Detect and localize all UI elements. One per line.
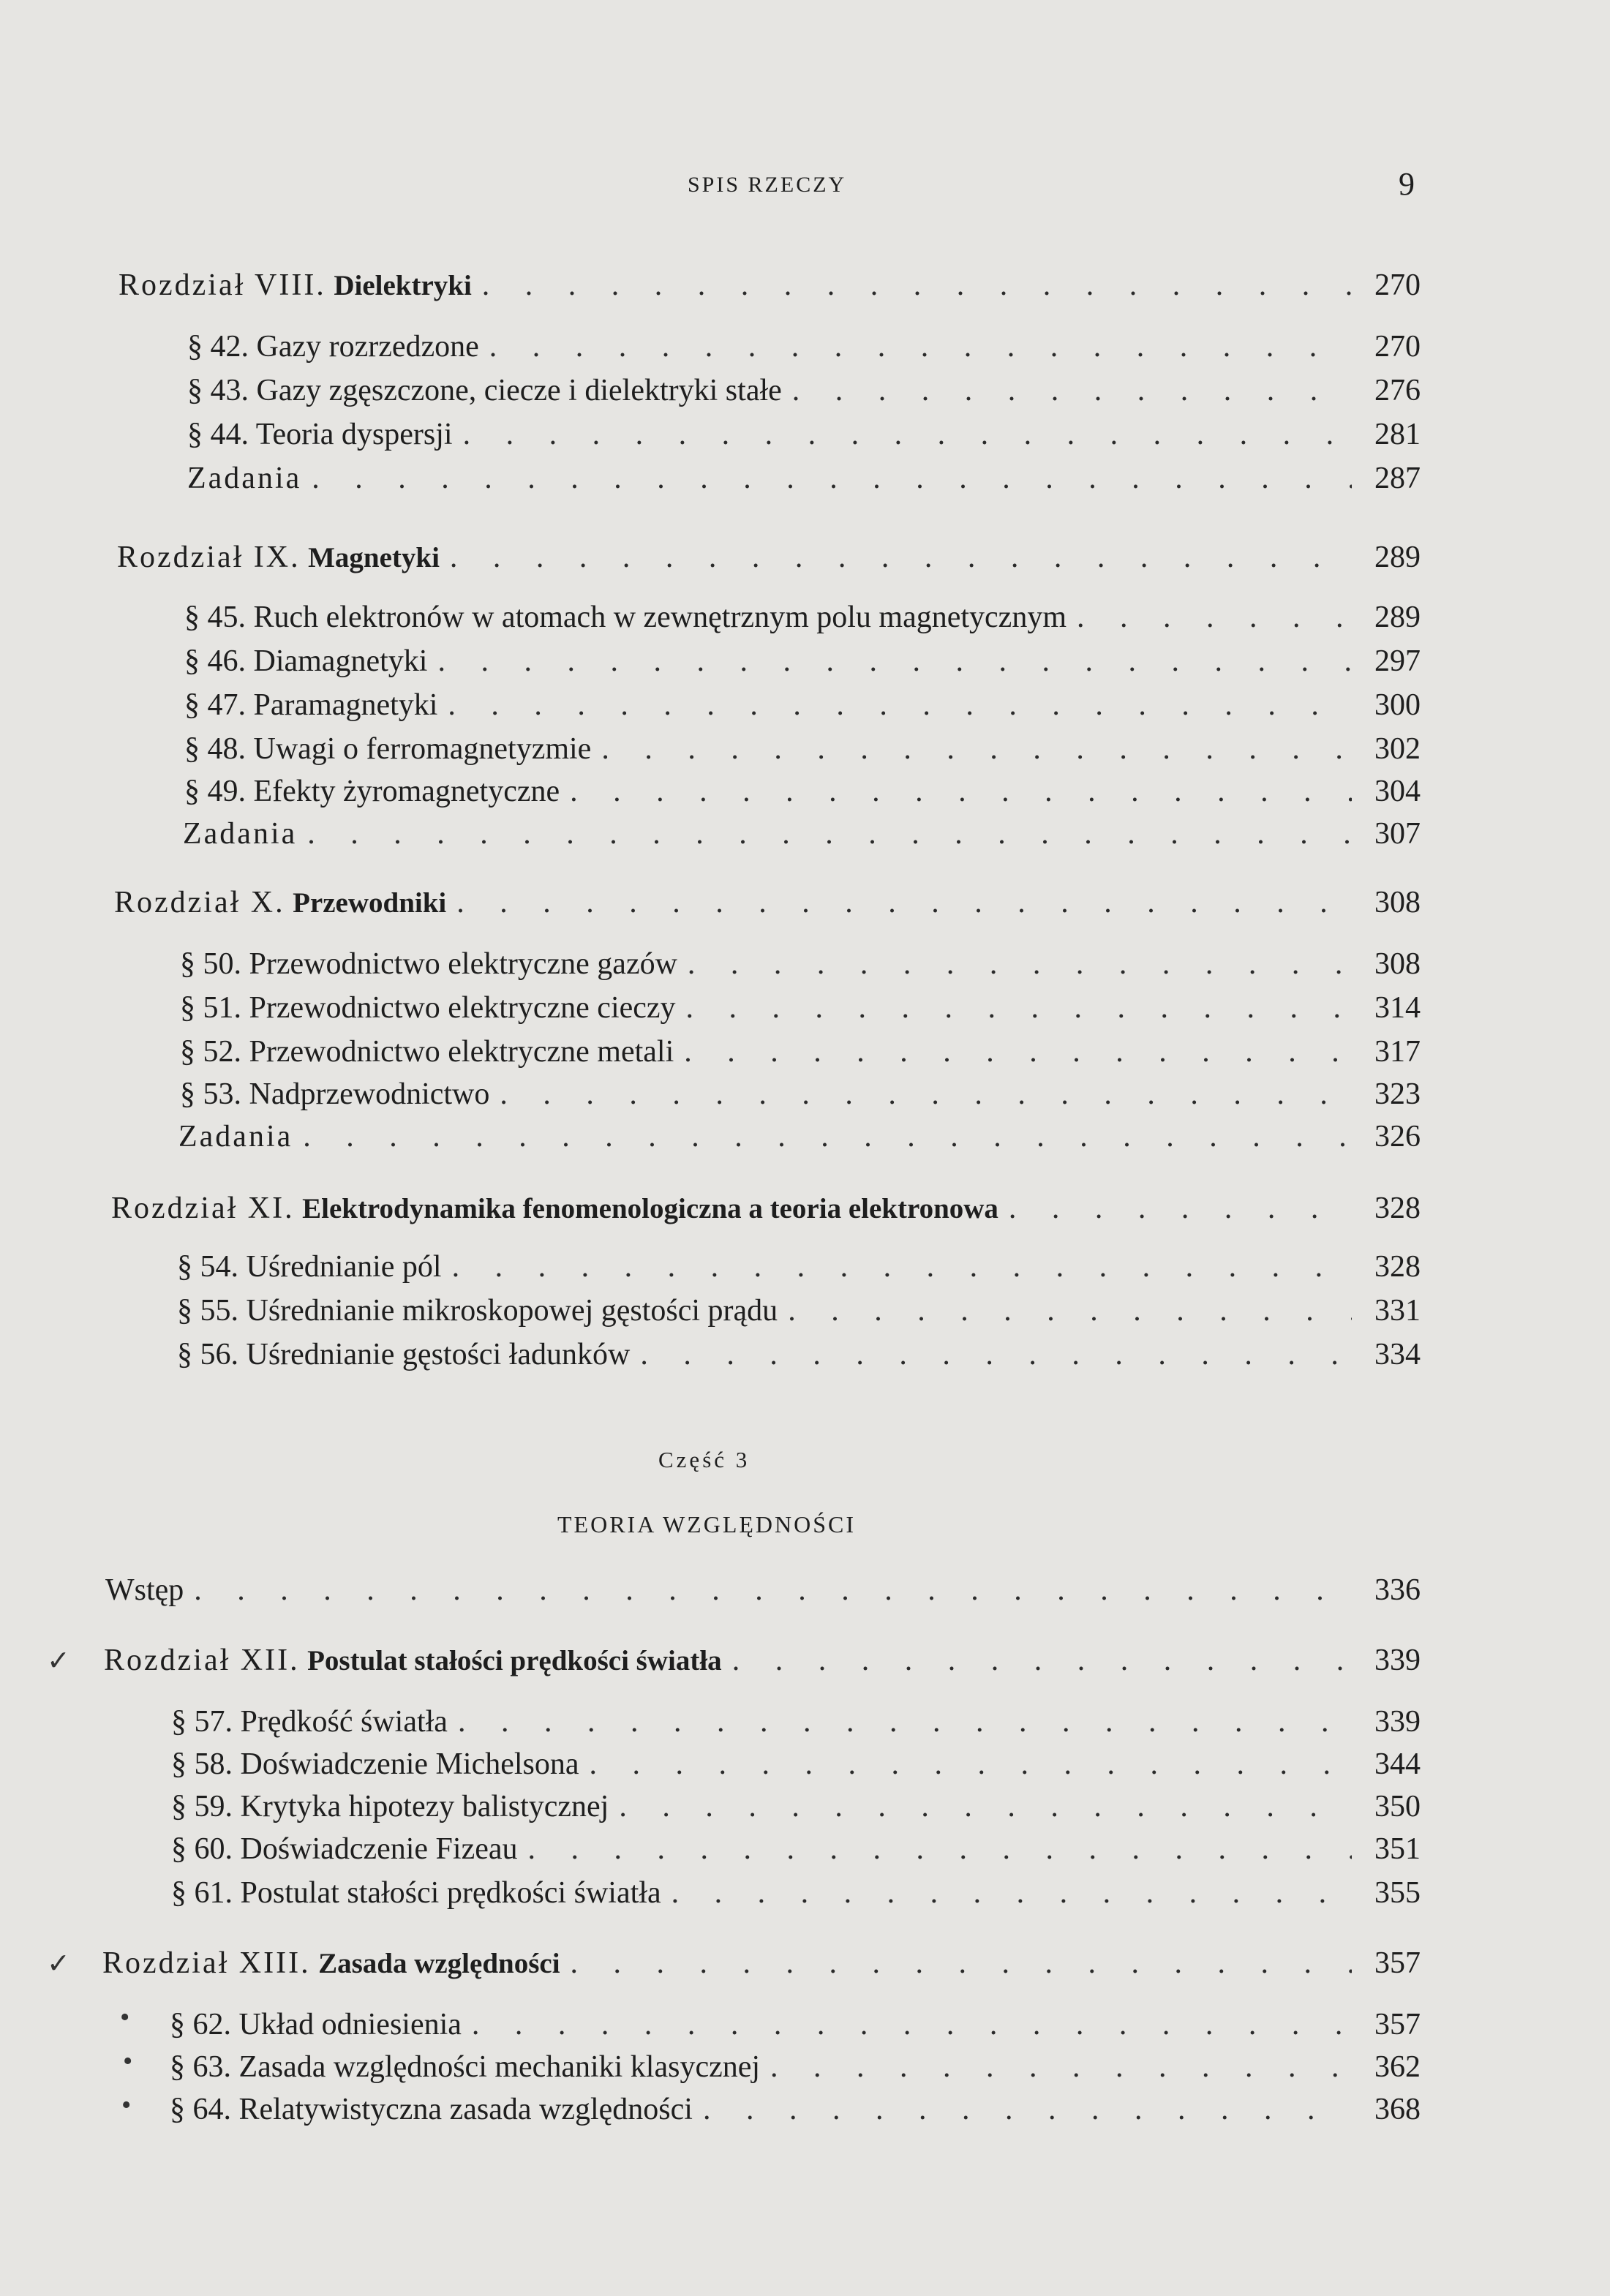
part-title: TEORIA WZGLĘDNOŚCI <box>557 1511 857 1537</box>
section-title: Efekty żyromagnetyczne <box>253 775 560 808</box>
section-title: Ruch elektronów w atomach w zewnętrznym polu magnetycznym <box>253 601 1067 634</box>
chapter-title: Elektrodynamika fenomenologiczna a teoria elektronowa <box>302 1193 998 1224</box>
chapter-title: Zasada względności <box>318 1948 560 1979</box>
section-title: Uśrednianie mikroskopowej gęstości prądu <box>246 1294 778 1328</box>
section-page: 304 <box>1374 775 1421 808</box>
section-number: § 49. <box>184 775 246 808</box>
dot-leader <box>312 458 1352 499</box>
section-page: 351 <box>1374 1832 1421 1866</box>
section-page: 289 <box>1374 601 1421 634</box>
section-page: 270 <box>1374 330 1421 364</box>
chapter-entry <box>117 537 1421 578</box>
exercises-entry <box>178 1116 1421 1157</box>
section-title: Relatywistyczna zasada względności <box>238 2093 693 2126</box>
section-entry <box>184 685 1421 726</box>
dot-leader <box>686 987 1352 1028</box>
section-number: § 63. <box>170 2050 231 2084</box>
section-page: 331 <box>1374 1294 1421 1328</box>
part-label: Część 3 <box>658 1447 751 1472</box>
section-title: Uśrednianie pól <box>246 1250 442 1284</box>
chapter-title: Przewodniki <box>293 887 447 919</box>
dot-leader <box>463 414 1352 455</box>
chapter-entry <box>102 1943 1421 1984</box>
section-title: Postulat stałości prędkości światła <box>240 1876 661 1910</box>
chapter-entry <box>104 1640 1421 1681</box>
page-number: 9 <box>1399 166 1415 202</box>
section-page: 323 <box>1374 1077 1421 1111</box>
chapter-prefix: Rozdział VIII. <box>119 268 326 302</box>
section-entry <box>187 414 1421 455</box>
section-title: Przewodnictwo elektryczne gazów <box>249 947 677 981</box>
exercises-page: 287 <box>1374 462 1421 495</box>
check-mark-icon: ✓ <box>47 1949 70 1979</box>
chapter-prefix: Rozdział IX. <box>117 541 301 574</box>
dot-mark-icon: • <box>123 2046 133 2077</box>
running-header-title: SPIS RZECZY <box>688 173 847 197</box>
section-page: 350 <box>1374 1790 1421 1823</box>
dot-leader <box>571 1943 1352 1984</box>
section-page: 368 <box>1374 2093 1421 2126</box>
dot-leader <box>456 882 1352 923</box>
exercises-label: Zadania <box>178 1120 293 1153</box>
section-entry <box>171 1786 1421 1827</box>
dot-leader <box>500 1074 1352 1115</box>
dot-mark-icon: • <box>120 2002 130 2033</box>
section-number: § 42. <box>187 330 249 364</box>
section-page: 355 <box>1374 1876 1421 1910</box>
section-title: Diamagnetyki <box>253 644 428 678</box>
dot-leader <box>437 641 1352 682</box>
dot-leader <box>703 2089 1352 2130</box>
section-entry <box>171 1872 1421 1913</box>
section-page: 302 <box>1374 732 1421 766</box>
section-title: Doświadczenie Michelsona <box>240 1747 579 1781</box>
section-number: § 52. <box>180 1035 241 1069</box>
intro-page: 336 <box>1374 1573 1421 1607</box>
dot-leader <box>448 685 1352 726</box>
dot-leader <box>590 1744 1352 1785</box>
chapter-prefix: Rozdział XIII. <box>102 1946 311 1980</box>
dot-leader <box>788 1290 1352 1331</box>
section-title: Gazy zgęszczone, ciecze i dielektryki stałe <box>256 374 782 407</box>
intro-entry <box>105 1570 1421 1611</box>
dot-mark-icon: • <box>121 2090 132 2120</box>
section-entry <box>184 597 1421 638</box>
dot-leader <box>472 2004 1352 2045</box>
dot-leader <box>672 1872 1352 1913</box>
intro-label: Wstęp <box>105 1573 184 1607</box>
section-entry <box>171 1829 1421 1870</box>
section-number: § 58. <box>171 1747 233 1781</box>
chapter-prefix: Rozdział X. <box>114 886 285 919</box>
section-number: § 61. <box>171 1876 233 1910</box>
section-number: § 45. <box>184 601 246 634</box>
dot-leader <box>684 1031 1352 1072</box>
section-title: Teoria dyspersji <box>255 418 453 451</box>
section-entry <box>180 944 1421 985</box>
exercises-label: Zadania <box>187 462 302 495</box>
section-title: Uwagi o ferromagnetyzmie <box>253 732 592 766</box>
dot-leader <box>458 1701 1352 1742</box>
dot-leader <box>1077 597 1352 638</box>
dot-leader <box>482 265 1352 306</box>
exercises-page: 326 <box>1374 1120 1421 1153</box>
section-entry <box>170 2047 1421 2088</box>
chapter-page: 289 <box>1374 541 1421 574</box>
section-number: § 50. <box>180 947 241 981</box>
dot-leader <box>303 1116 1352 1157</box>
dot-leader <box>732 1640 1352 1681</box>
section-page: 314 <box>1374 991 1421 1025</box>
dot-leader <box>619 1786 1352 1827</box>
section-entry <box>180 1031 1421 1072</box>
chapter-prefix: Rozdział XI. <box>111 1192 295 1225</box>
dot-leader <box>770 2047 1352 2088</box>
section-number: § 59. <box>171 1790 233 1823</box>
dot-leader <box>792 370 1352 411</box>
section-entry <box>177 1290 1421 1331</box>
section-entry <box>184 771 1421 812</box>
dot-leader <box>640 1334 1352 1375</box>
section-page: 297 <box>1374 644 1421 678</box>
section-title: Paramagnetyki <box>253 688 438 722</box>
section-number: § 60. <box>171 1832 233 1866</box>
dot-leader <box>489 326 1352 367</box>
section-page: 308 <box>1374 947 1421 981</box>
chapter-entry <box>119 265 1421 306</box>
section-entry <box>177 1334 1421 1375</box>
chapter-page: 270 <box>1374 268 1421 302</box>
section-title: Uśrednianie gęstości ładunków <box>246 1338 631 1371</box>
section-page: 362 <box>1374 2050 1421 2084</box>
section-number: § 47. <box>184 688 246 722</box>
dot-leader <box>194 1570 1352 1611</box>
exercises-entry <box>187 458 1421 499</box>
chapter-prefix: Rozdział XII. <box>104 1644 300 1677</box>
section-title: Prędkość światła <box>240 1705 448 1739</box>
dot-leader <box>528 1829 1352 1870</box>
chapter-page: 308 <box>1374 886 1421 919</box>
section-number: § 57. <box>171 1705 233 1739</box>
section-entry <box>180 1074 1421 1115</box>
chapter-page: 339 <box>1374 1644 1421 1677</box>
section-entry <box>184 641 1421 682</box>
dot-leader <box>1009 1188 1352 1229</box>
section-title: Przewodnictwo elektryczne cieczy <box>249 991 676 1025</box>
dot-leader <box>307 813 1352 854</box>
chapter-page: 357 <box>1374 1946 1421 1980</box>
section-title: Zasada względności mechaniki klasycznej <box>238 2050 761 2084</box>
section-entry <box>171 1744 1421 1785</box>
section-page: 300 <box>1374 688 1421 722</box>
section-title: Krytyka hipotezy balistycznej <box>240 1790 609 1823</box>
dot-leader <box>452 1246 1352 1287</box>
section-number: § 46. <box>184 644 246 678</box>
section-title: Nadprzewodnictwo <box>249 1077 490 1111</box>
section-page: 357 <box>1374 2008 1421 2041</box>
section-entry <box>180 987 1421 1028</box>
exercises-label: Zadania <box>183 817 298 851</box>
section-number: § 53. <box>180 1077 241 1111</box>
section-page: 276 <box>1374 374 1421 407</box>
section-entry <box>187 370 1421 411</box>
section-number: § 54. <box>177 1250 238 1284</box>
section-entry <box>170 2089 1421 2130</box>
section-number: § 48. <box>184 732 246 766</box>
section-page: 339 <box>1374 1705 1421 1739</box>
section-title: Gazy rozrzedzone <box>256 330 479 364</box>
dot-leader <box>688 944 1352 985</box>
section-number: § 55. <box>177 1294 238 1328</box>
section-page: 328 <box>1374 1250 1421 1284</box>
section-title: Doświadczenie Fizeau <box>240 1832 518 1866</box>
section-entry <box>184 729 1421 769</box>
section-page: 317 <box>1374 1035 1421 1069</box>
chapter-entry <box>111 1188 1421 1229</box>
section-number: § 64. <box>170 2093 231 2126</box>
section-entry <box>187 326 1421 367</box>
section-number: § 62. <box>170 2008 231 2041</box>
section-page: 281 <box>1374 418 1421 451</box>
dot-leader <box>570 771 1352 812</box>
check-mark-icon: ✓ <box>47 1646 70 1676</box>
section-entry <box>171 1701 1421 1742</box>
chapter-page: 328 <box>1374 1192 1421 1225</box>
section-number: § 44. <box>187 418 249 451</box>
section-page: 334 <box>1374 1338 1421 1371</box>
chapter-title: Postulat stałości prędkości światła <box>307 1645 722 1676</box>
chapter-title: Magnetyki <box>308 542 440 573</box>
exercises-page: 307 <box>1374 817 1421 851</box>
chapter-title: Dielektryki <box>334 270 472 301</box>
section-entry <box>177 1246 1421 1287</box>
section-number: § 56. <box>177 1338 238 1371</box>
dot-leader <box>450 537 1352 578</box>
section-title: Układ odniesienia <box>238 2008 462 2041</box>
section-page: 344 <box>1374 1747 1421 1781</box>
section-number: § 43. <box>187 374 249 407</box>
dot-leader <box>601 729 1352 769</box>
chapter-entry <box>114 882 1421 923</box>
section-title: Przewodnictwo elektryczne metali <box>249 1035 674 1069</box>
section-number: § 51. <box>180 991 241 1025</box>
section-entry <box>170 2004 1421 2045</box>
exercises-entry <box>183 813 1421 854</box>
